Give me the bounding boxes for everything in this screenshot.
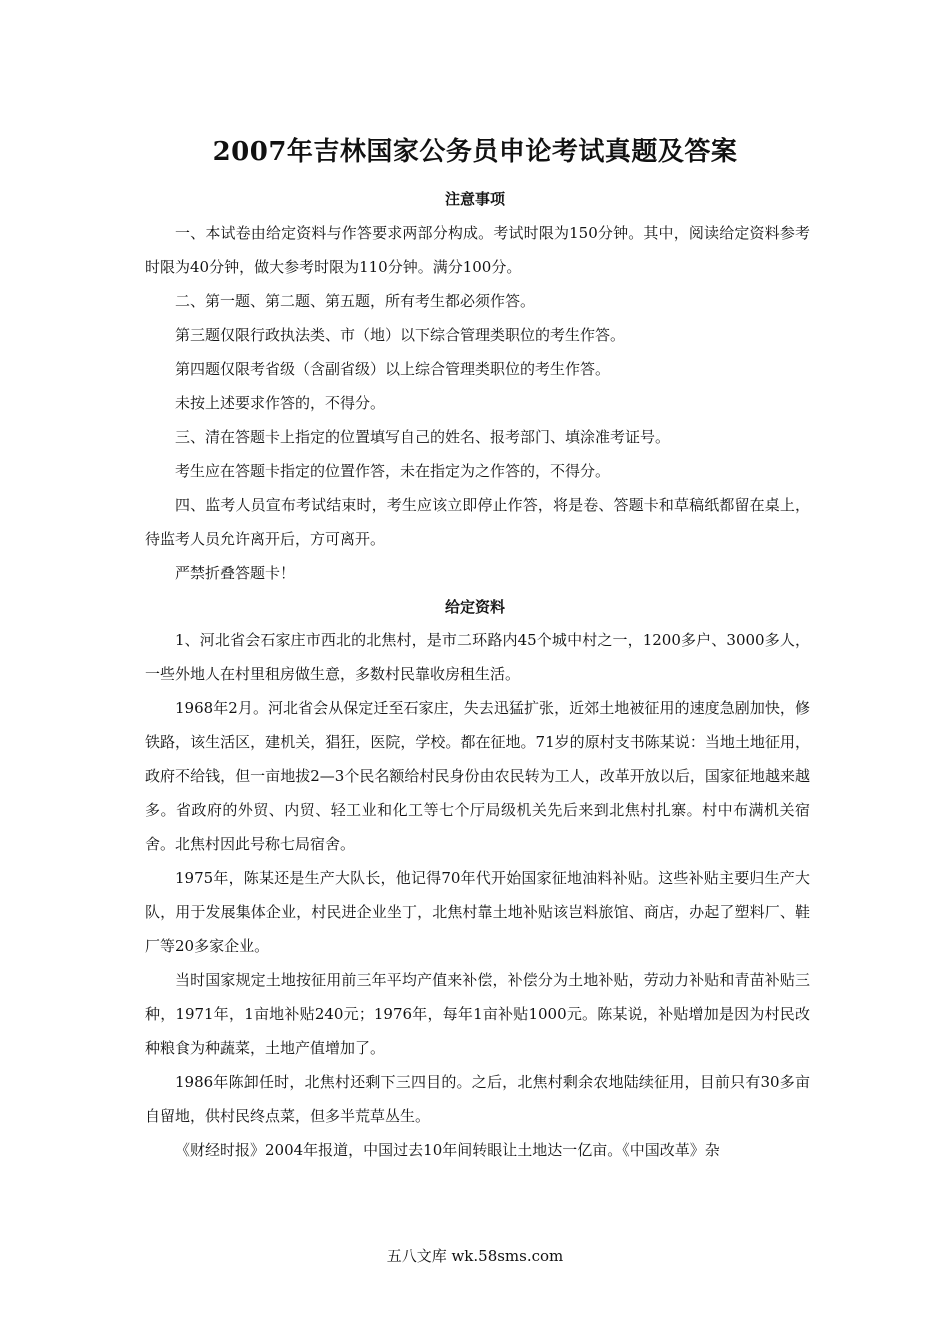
notice-paragraph: 考生应在答题卡指定的位置作答，未在指定为之作答的，不得分。 [175,462,611,480]
materials-paragraph: 1、河北省会石家庄市西北的北焦村，是市二环路内45个城中村之一，1200多户、3000多人，一些外地人在村里租房做生意，多数村民靠收房租生活。 [145,631,810,683]
notice-paragraph: 一、本试卷由给定资料与作答要求两部分构成。考试时限为150分钟。其中，阅读给定资料参考时限为40分钟，做大参考时限为110分钟。满分100分。 [145,224,810,276]
materials-paragraph: 当时国家规定土地按征用前三年平均产值来补偿，补偿分为土地补贴，劳动力补贴和青苗补贴三种，1971年，1亩地补贴240元；1976年，每年1亩补贴1000元。陈某说，补贴增加是因为村民改种粮食为种蔬菜，土地产值增加了。 [145,971,810,1057]
notice-section [145,216,810,590]
notice-heading: 注意事项 [444,190,505,208]
materials-paragraph: 《财经时报》2004年报道，中国过去10年间转眼让土地达一亿亩。《中国改革》杂 [175,1141,720,1159]
materials-paragraph: 1986年陈卸任时，北焦村还剩下三四目的。之后，北焦村剩余农地陆续征用，目前只有30多亩自留地，供村民终点菜，但多半荒草丛生。 [145,1073,810,1125]
notice-paragraph: 二、第一题、第二题、第五题，所有考生都必须作答。 [175,292,536,310]
materials-section [145,623,810,1167]
notice-paragraph: 严禁折叠答题卡！ [175,564,296,582]
notice-paragraph: 第四题仅限考省级（含副省级）以上综合管理类职位的考生作答。 [175,360,611,378]
notice-paragraph: 未按上述要求作答的，不得分。 [175,394,386,412]
materials-paragraph: 1968年2月。河北省会从保定迁至石家庄，失去迅猛扩张，近郊土地被征用的速度急剧加快，修铁路，该生活区，建机关，猖狂，医院，学校。都在征地。71岁的原村支书陈某说：当地土地征用，政府不给钱，但一亩地拔2—3个民名额给村民身份由农民转为工人，改革开放以后，国家征地越来越多。省政府的外贸、内贸、轻工业和化工等七个厅局级机关先后来到北焦村扎寨。村中布满机关宿舍。北焦村因此号称七局宿舍。 [145,699,810,853]
notice-paragraph: 四、监考人员宣布考试结束时，考生应该立即停止作答，将是卷、答题卡和草稿纸都留在桌上，待监考人员允许离开后，方可离开。 [145,496,810,548]
materials-heading: 给定资料 [444,598,505,616]
page-footer: 五八文库 wk.58sms.com [386,1247,564,1265]
notice-paragraph: 三、清在答题卡上指定的位置填写自己的姓名、报考部门、填涂准考证号。 [175,428,671,446]
page-title: 2007年吉林国家公务员申论考试真题及答案 [212,137,738,167]
notice-paragraph: 第三题仅限行政执法类、市（地）以下综合管理类职位的考生作答。 [175,326,626,344]
materials-paragraph: 1975年，陈某还是生产大队长，他记得70年代开始国家征地油料补贴。这些补贴主要归生产大队，用于发展集体企业，村民进企业坐丁，北焦村靠土地补贴该岂料旅馆、商店，办起了塑料厂、鞋厂等20多家企业。 [145,869,810,955]
